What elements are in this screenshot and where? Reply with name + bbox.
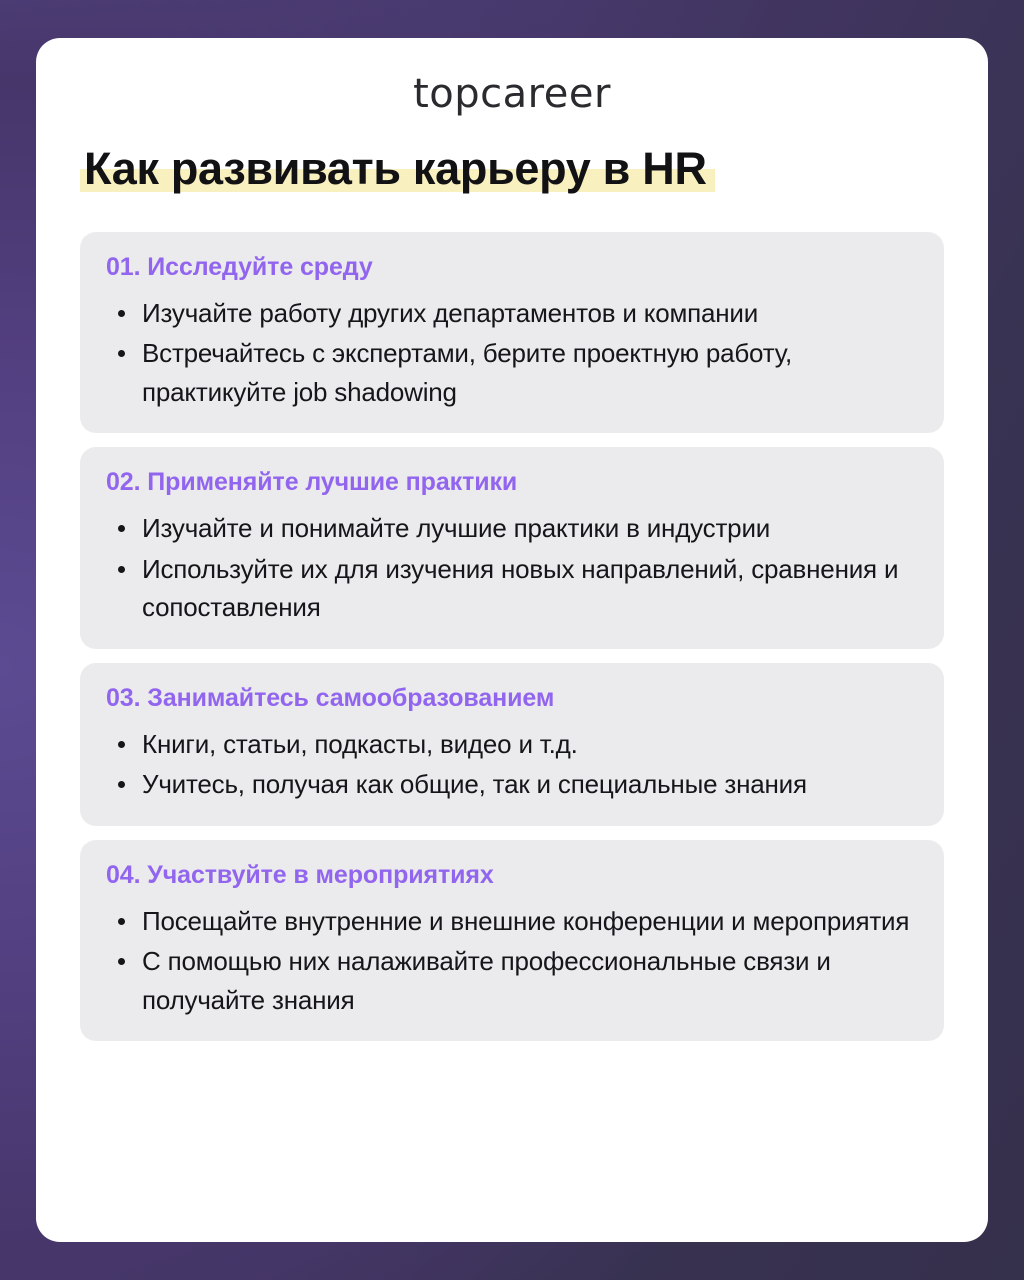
section-heading-03: 03. Занимайтесь самообразованием bbox=[106, 683, 555, 712]
bullet-dot-icon bbox=[118, 918, 125, 925]
bullet-dot-icon bbox=[118, 566, 125, 573]
bullet-dot-icon bbox=[118, 741, 125, 748]
page-title bbox=[84, 144, 944, 194]
bullet-text: Изучайте и понимайте лучшие практики в индустрии bbox=[142, 513, 771, 544]
bullet-dot-icon bbox=[118, 525, 125, 532]
section-card-04 bbox=[80, 840, 944, 1041]
list-item bbox=[106, 294, 918, 332]
section-heading-02: 02. Применяйте лучшие практики bbox=[106, 468, 518, 497]
bullet-text: Посещайте внутренние и внешние конференции и мероприятия bbox=[142, 905, 910, 936]
bullet-dot-icon bbox=[118, 350, 125, 357]
section-card-02 bbox=[80, 447, 944, 648]
bullet-text: Встречайтесь с экспертами, берите проектную работу, практикуйте job shadowing bbox=[142, 338, 792, 407]
list-item bbox=[106, 942, 918, 1019]
section-card-01 bbox=[80, 232, 944, 433]
bullet-list-03 bbox=[106, 725, 918, 804]
bullet-dot-icon bbox=[118, 958, 125, 965]
bullet-dot-icon bbox=[118, 781, 125, 788]
section-card-03 bbox=[80, 663, 944, 826]
bullet-text: С помощью них налаживайте профессиональные связи и получайте знания bbox=[142, 946, 831, 1015]
page-title-text bbox=[84, 144, 707, 194]
title-label: Как развивать карьеру в HR bbox=[84, 143, 707, 194]
section-heading-01: 01. Исследуйте среду bbox=[106, 253, 373, 281]
bullet-text: Изучайте работу других департаментов и компании bbox=[142, 298, 759, 328]
bullet-text: Книги, статьи, подкасты, видео и т.д. bbox=[142, 728, 578, 759]
sections-list bbox=[80, 232, 944, 1055]
brand-logo: topcareer bbox=[413, 71, 611, 117]
content-card bbox=[36, 38, 988, 1242]
list-item bbox=[106, 725, 918, 763]
list-item bbox=[106, 509, 918, 547]
bullet-list-01 bbox=[106, 294, 918, 411]
list-item bbox=[106, 902, 918, 940]
section-heading-04: 04. Участвуйте в мероприятиях bbox=[106, 860, 494, 889]
bullet-list-04 bbox=[106, 902, 918, 1019]
bullet-dot-icon bbox=[118, 310, 125, 317]
bullet-text: Учитесь, получая как общие, так и специальные знания bbox=[142, 769, 807, 800]
list-item bbox=[106, 334, 918, 411]
bullet-list-02 bbox=[106, 509, 918, 626]
list-item bbox=[106, 550, 918, 627]
bullet-text: Используйте их для изучения новых направлений, сравнения и сопоставления bbox=[142, 553, 899, 623]
list-item bbox=[106, 765, 918, 803]
